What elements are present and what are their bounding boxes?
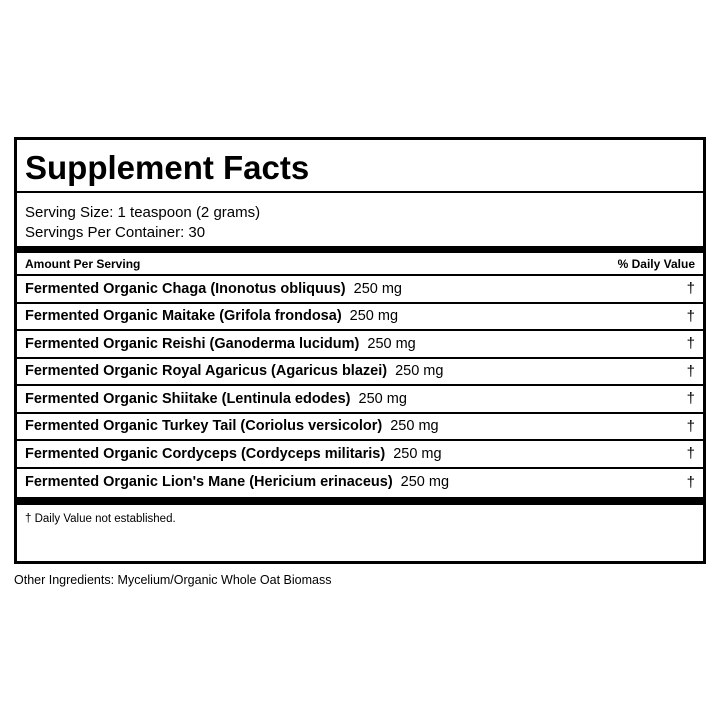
- ingredient-name: Fermented Organic Turkey Tail (Coriolus versicolor): [25, 418, 383, 435]
- ingredient-name: Fermented Organic Royal Agaricus (Agaricus blazei): [25, 363, 388, 380]
- other-ingredients: Other Ingredients: Mycelium/Organic Whole Oat Biomass: [14, 573, 332, 587]
- ingredient-list: [17, 276, 703, 497]
- panel-title: Supplement Facts: [17, 140, 703, 193]
- ingredient-amount: 250 mg: [390, 418, 439, 435]
- footnote: † Daily Value not established.: [25, 513, 176, 525]
- ingredient-row: [17, 276, 703, 304]
- ingredient-amount: 250 mg: [367, 335, 416, 352]
- ingredient-name: Fermented Organic Cordyceps (Cordyceps militaris): [25, 445, 386, 462]
- ingredient-row: [17, 414, 703, 442]
- daily-value-mark: †: [686, 390, 695, 408]
- supplement-facts-panel: [14, 137, 706, 564]
- serving-info: [17, 193, 703, 246]
- serving-size: Serving Size: 1 teaspoon (2 grams): [25, 204, 261, 221]
- thick-divider-bottom: [17, 497, 703, 505]
- ingredient-row: [17, 331, 703, 359]
- ingredient-name: Fermented Organic Chaga (Inonotus obliquus): [25, 280, 346, 297]
- ingredient-row: [17, 441, 703, 469]
- ingredient-name: Fermented Organic Reishi (Ganoderma lucidum): [25, 335, 360, 352]
- daily-value-mark: †: [686, 473, 695, 491]
- daily-value-mark: †: [686, 335, 695, 353]
- daily-value-mark: †: [686, 445, 695, 463]
- ingredient-amount: 250 mg: [353, 280, 402, 297]
- ingredient-amount: 250 mg: [395, 363, 444, 380]
- ingredient-row: [17, 469, 703, 497]
- daily-value-header: % Daily Value: [617, 256, 695, 271]
- column-header: [17, 253, 703, 276]
- ingredient-row: [17, 386, 703, 414]
- daily-value-mark: †: [686, 362, 695, 380]
- daily-value-mark: †: [686, 307, 695, 325]
- ingredient-name: Fermented Organic Shiitake (Lentinula edodes): [25, 390, 351, 407]
- ingredient-amount: 250 mg: [349, 308, 399, 325]
- ingredient-row: [17, 359, 703, 387]
- ingredient-name: Fermented Organic Lion's Mane (Hericium erinaceus): [25, 474, 393, 491]
- thick-divider: [17, 246, 703, 253]
- ingredient-amount: 250 mg: [400, 474, 450, 491]
- daily-value-mark: †: [686, 417, 695, 435]
- servings-per-container: Servings Per Container: 30: [25, 224, 206, 241]
- amount-per-serving-header: Amount Per Serving: [25, 256, 141, 271]
- ingredient-amount: 250 mg: [358, 390, 407, 407]
- ingredient-amount: 250 mg: [393, 445, 442, 462]
- ingredient-row: [17, 304, 703, 332]
- daily-value-mark: †: [686, 280, 695, 298]
- ingredient-name: Fermented Organic Maitake (Grifola frondosa): [25, 308, 342, 325]
